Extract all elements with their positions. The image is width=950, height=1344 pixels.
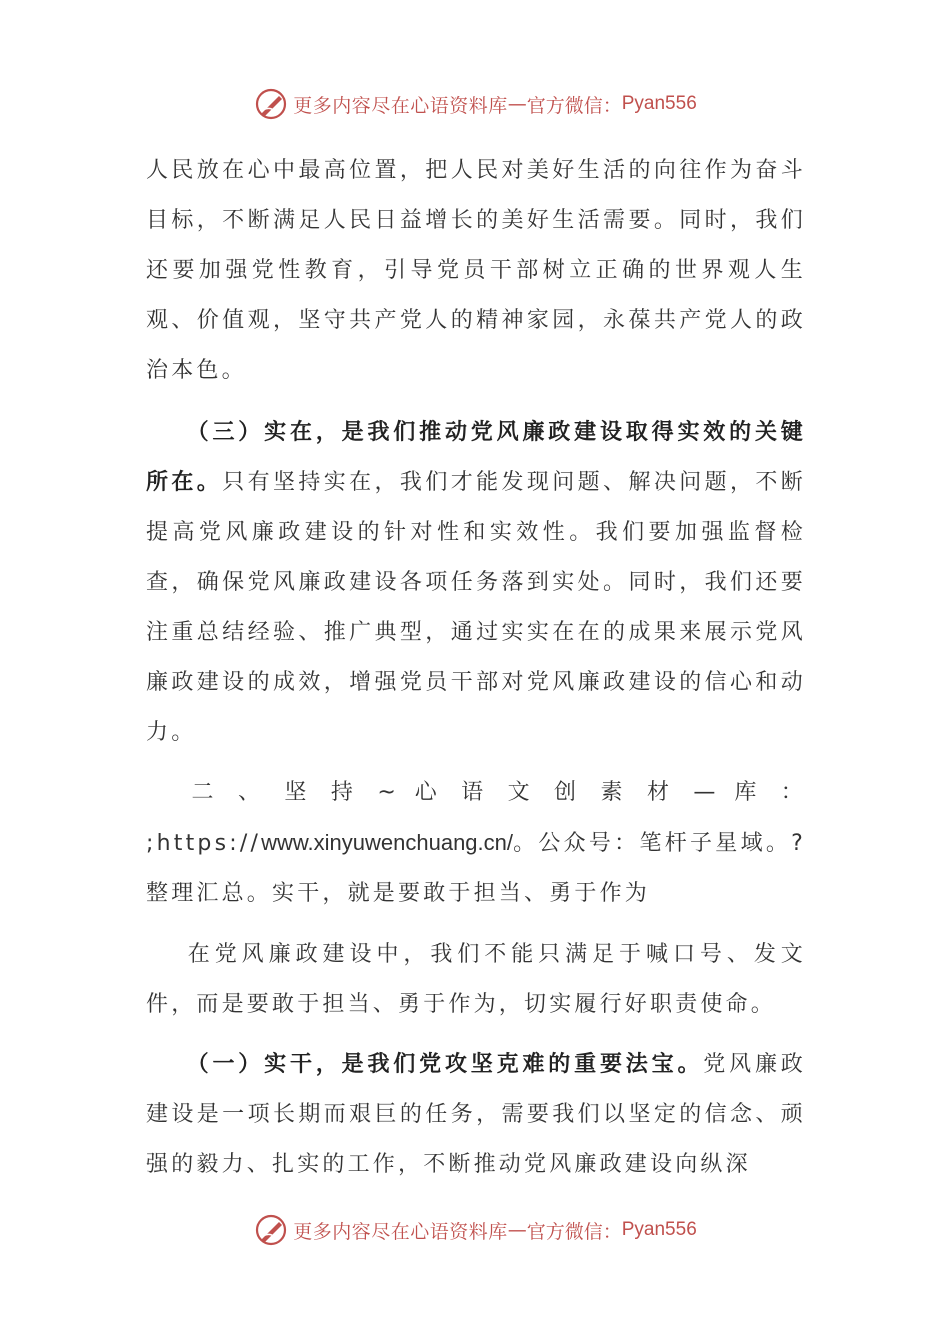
paragraph-4: [146, 930, 806, 1030]
paragraph-1-text: 人民放在心中最高位置，把人民对美好生活的向往作为奋斗目标，不断满足人民日益增长的美好生活需要。同时，我们还要加强党性教育，引导党员干部树立正确的世界观人生观、价值观，坚守共产党人的精神家园，永葆共产党人的政治本色。: [146, 158, 806, 383]
banner-official: 官方微信：: [526, 94, 622, 117]
banner-dash: —: [507, 1219, 527, 1241]
banner-dash: —: [507, 93, 527, 115]
document-body-5: [146, 1040, 806, 1190]
paragraph-2-heading: （三）实在，是我们推动党风廉政建设取得实效的关键所在。: [146, 420, 806, 495]
paragraph-3-text-a: 二 、 坚 持 ~ 心 语 文 创 素 材 — 库 ： ;https://: [146, 780, 806, 856]
paragraph-5: [146, 1040, 806, 1190]
paragraph-2-text: 只有坚持实在，我们才能发现问题、解决问题，不断提高党风廉政建设的针对性和实效性。我们要加强监督检查，确保党风廉政建设各项任务落到实处。同时，我们还要注重总结经验、推广典型，通过实实在在的成果来展示党风廉政建设的成效，增强党员干部对党风廉政建设的信心和动力。: [146, 470, 806, 745]
banner-wechat-id: Pyan556: [621, 1219, 697, 1240]
banner-official: 官方微信：: [526, 1220, 622, 1243]
paragraph-3-url[interactable]: www.xinyuwenchuang.cn/: [261, 830, 513, 855]
footer-banner: [0, 1210, 950, 1250]
document-body-4: [146, 930, 806, 1030]
paragraph-3-text-c: 。公众号：笔杆子星域。?整理汇总。实干，就是要敢于担当、勇于作为: [146, 831, 806, 906]
document-body: [146, 146, 806, 396]
paragraph-5-heading: （一）实干，是我们党攻坚克难的重要法宝。: [186, 1052, 704, 1077]
paragraph-5-text: 党风廉政建设是一项长期而艰巨的任务，需要我们以坚定的信念、顽强的毅力、扎实的工作，不断推动党风廉政建设向纵深: [146, 1052, 806, 1177]
banner-brand: 更多内容尽在心语资料库: [293, 1220, 508, 1243]
header-banner: [0, 84, 950, 124]
paragraph-3: [146, 768, 806, 919]
banner-brand: 更多内容尽在心语资料库: [293, 94, 508, 117]
pen-logo-icon: [253, 86, 289, 122]
paragraph-1: [146, 146, 806, 396]
document-body-3: [146, 768, 806, 919]
document-body-2: [146, 408, 806, 758]
pen-logo-icon: [253, 1212, 289, 1248]
paragraph-4-text: 在党风廉政建设中，我们不能只满足于喊口号、发文件，而是要敢于担当、勇于作为，切实履行好职责使命。: [146, 942, 806, 1017]
paragraph-2: [146, 408, 806, 758]
banner-wechat-id: Pyan556: [621, 93, 697, 114]
